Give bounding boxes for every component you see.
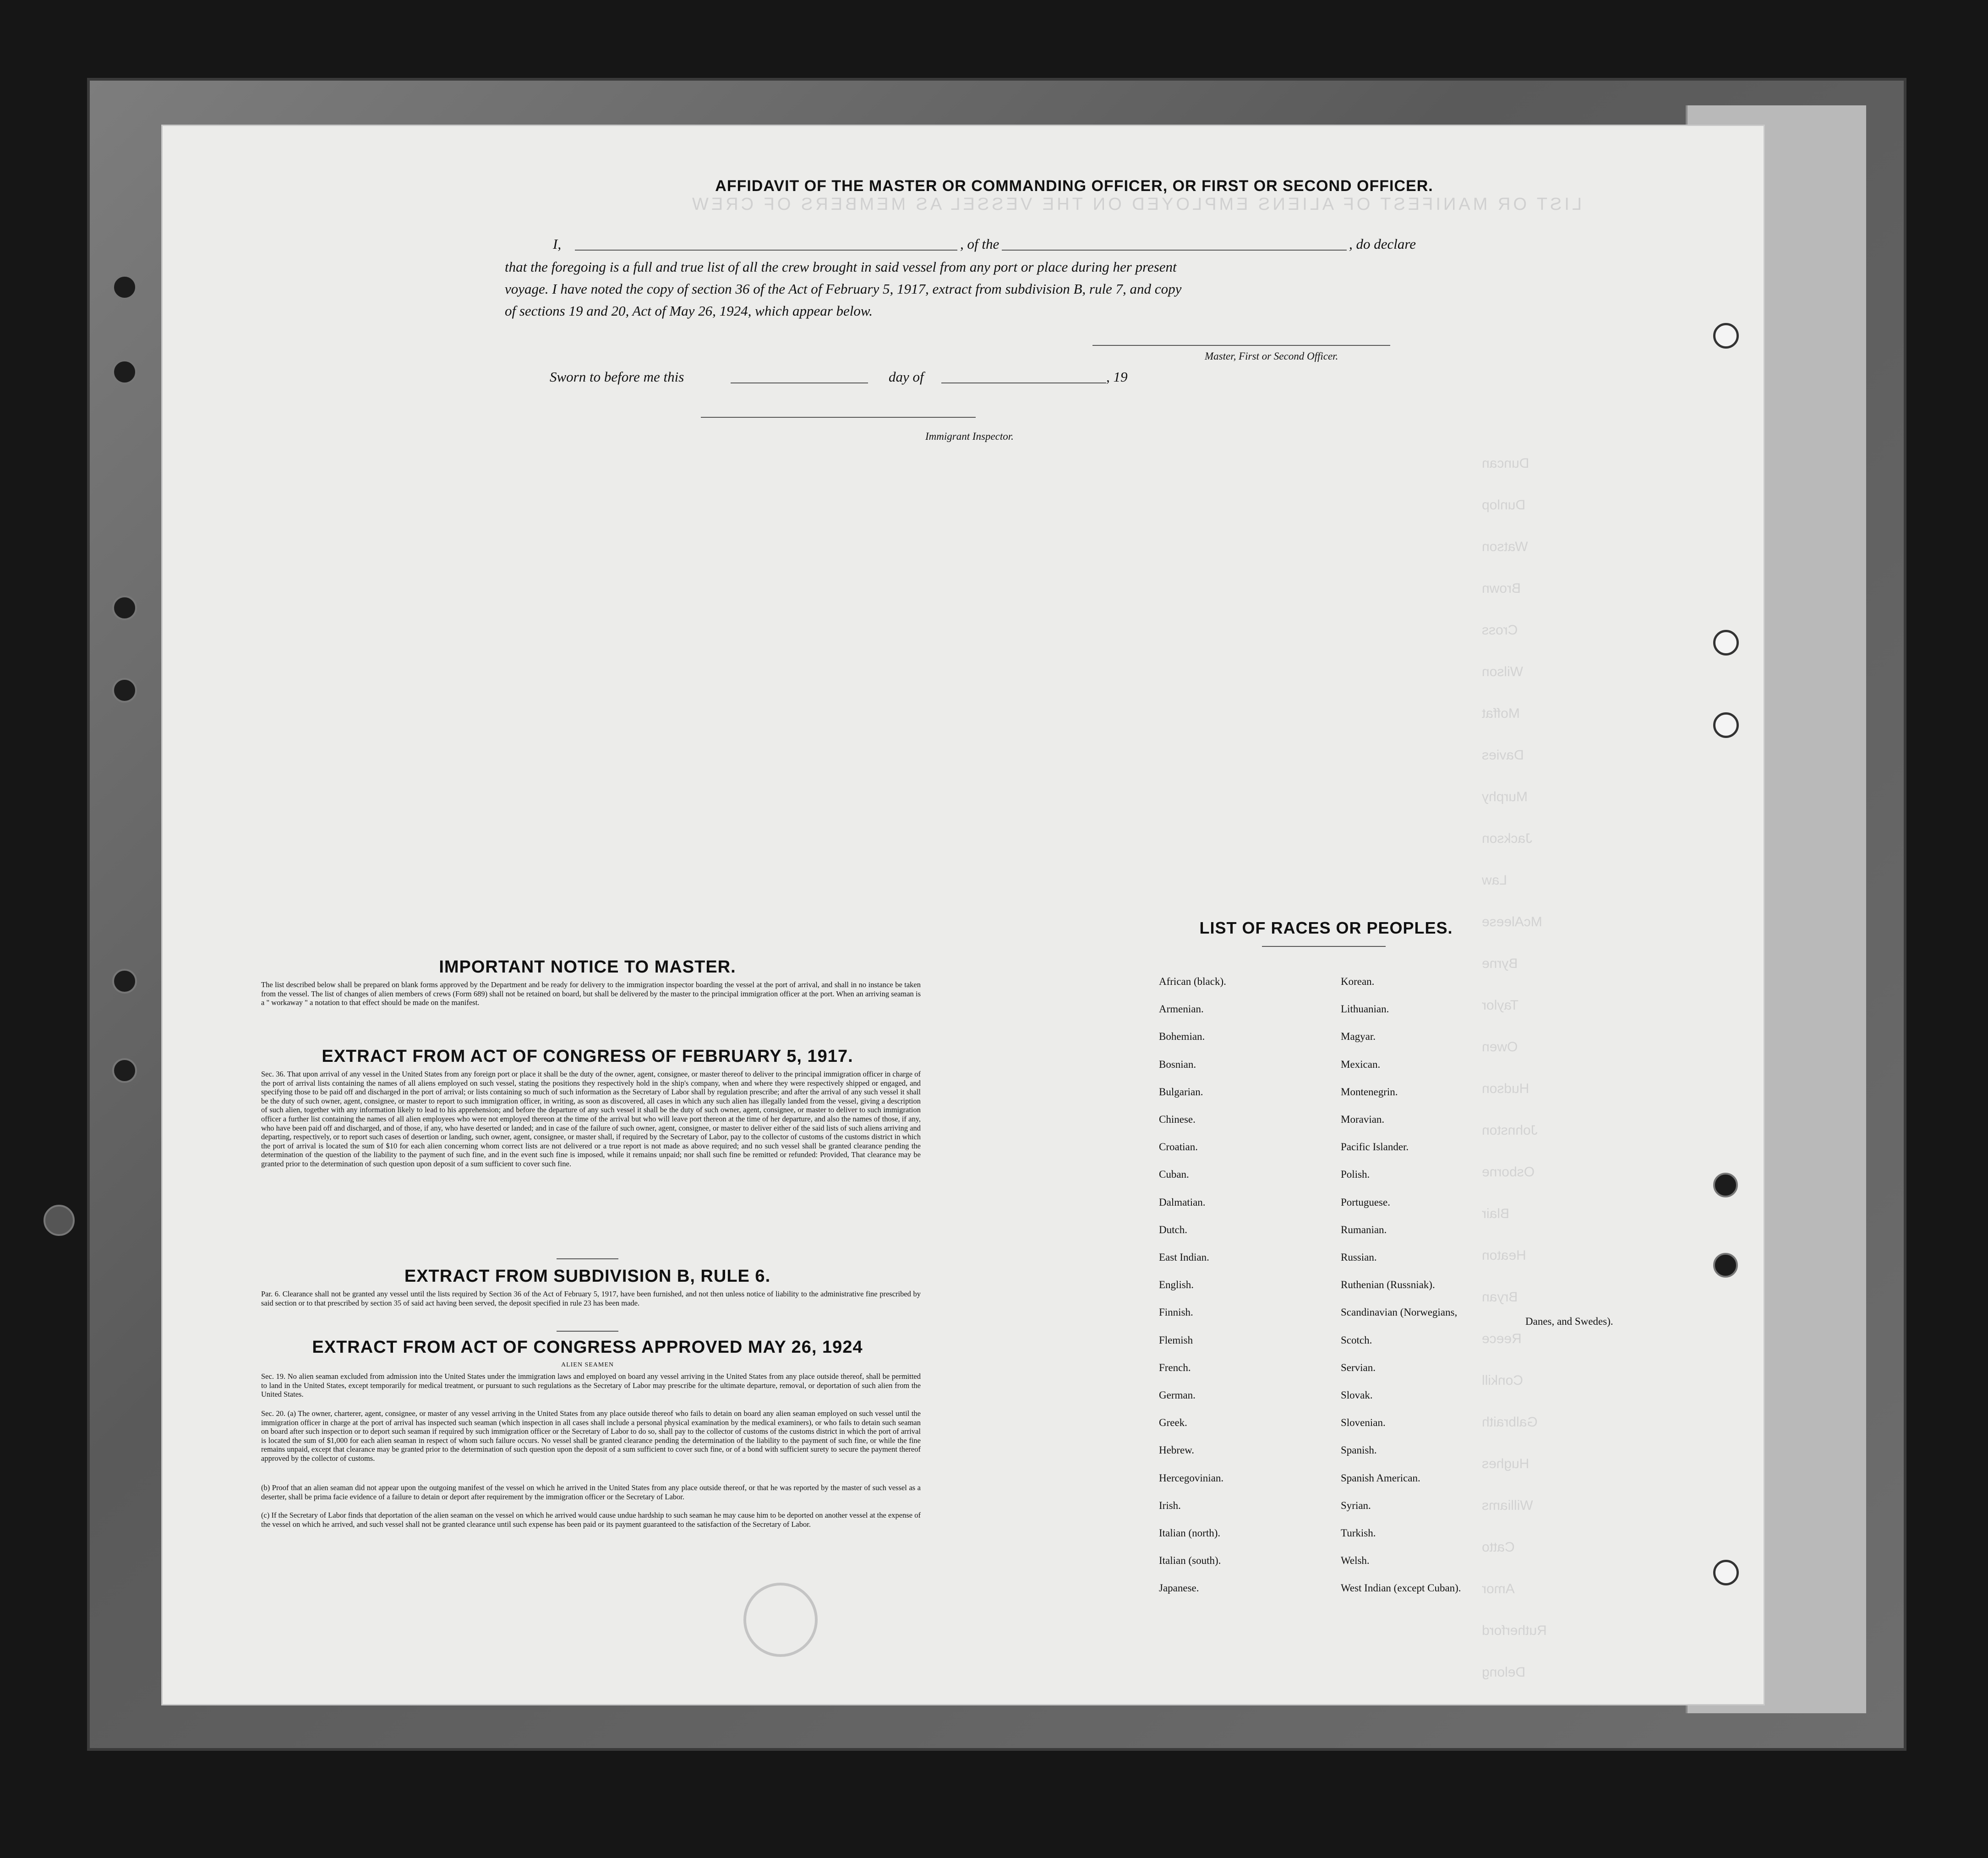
race-item: Hercegovinian. bbox=[1159, 1472, 1224, 1484]
race-item: French. bbox=[1159, 1361, 1191, 1373]
punch-hole bbox=[1713, 712, 1739, 738]
extract-1924-sec-19: Sec. 19. No alien seaman excluded from admission into the United States under the immigration laws and employed on board any vessel arriving in the United States from any place outside thereof, shall be permitted to land in the United States, except temporarily for medical treatment, or pursuant to such regulations as the Secretary of Labor may prescribe for the ultimate departure, removal, or deportation of such alien from the United States. bbox=[261, 1372, 921, 1399]
race-item: Hebrew. bbox=[1159, 1444, 1195, 1456]
divider bbox=[557, 1258, 618, 1259]
bleed-through-name: Osborne bbox=[1482, 1164, 1535, 1180]
race-item: Irish. bbox=[1159, 1499, 1181, 1511]
inspector-line bbox=[701, 417, 976, 418]
signature-line bbox=[1092, 345, 1390, 346]
stamp-mark bbox=[743, 1583, 818, 1657]
rule-6-title: EXTRACT FROM SUBDIVISION B, RULE 6. bbox=[404, 1267, 771, 1286]
race-item: Bulgarian. bbox=[1159, 1086, 1203, 1098]
race-item: Flemish bbox=[1159, 1334, 1193, 1346]
bleed-through-name: Duncan bbox=[1482, 456, 1529, 471]
race-item: Bosnian. bbox=[1159, 1058, 1196, 1070]
notice-title: IMPORTANT NOTICE TO MASTER. bbox=[439, 957, 736, 977]
bleed-through-name: Galbraith bbox=[1482, 1415, 1538, 1430]
race-item: Slovenian. bbox=[1341, 1417, 1386, 1429]
race-item: Dutch. bbox=[1159, 1224, 1187, 1235]
bleed-through-name: Murphy bbox=[1482, 789, 1528, 804]
bleed-through-name: Hughes bbox=[1482, 1456, 1529, 1471]
race-item: Welsh. bbox=[1341, 1555, 1370, 1567]
race-item: Armenian. bbox=[1159, 1003, 1204, 1015]
race-item: Croatian. bbox=[1159, 1141, 1198, 1153]
inspector-label: Immigrant Inspector. bbox=[925, 431, 1014, 442]
race-item: Rumanian. bbox=[1341, 1224, 1387, 1235]
punch-hole bbox=[1713, 1173, 1738, 1197]
punch-hole bbox=[1713, 630, 1739, 656]
race-item: Spanish American. bbox=[1341, 1472, 1420, 1484]
bleed-through-name: Heaton bbox=[1482, 1248, 1526, 1263]
extract-1917-body: Sec. 36. That upon arrival of any vessel in the United States from any foreign port or place it shall be the duty of the owner, agent, consignee, or master thereof to deliver to the principal immigration officer in charge of the port of arrival lists containing the names of all aliens employed on such vessel, stating the positions they respectively hold in the ship's company, when and where they were respectively shipped or engaged, and specifying those to be paid off and discharged in the port of arrival; or lists containing so much of such information as the Secretary of Labor shall by regulation prescribe; and after the arrival of any such vessel it shall be the duty of such owner, agent, consignee, or master to report to such immigration officer, in writing, as soon as discovered, all cases in which any such alien has illegally landed from the vessel, giving a description of such alien, together with any information likely to lead to his apprehension; and before the departure of any such vessel it shall be the duty of such owner, agent, consignee, or master to deliver to such immigration officer a further list containing the names of all alien employees who were not employed thereon at the time of the arrival but who will leave port thereon at the time of her departure, and also the names of those, if any, who have been paid off and discharged, and of those, if any, who have deserted or landed; and in case of the failure of such owner, agent, consignee, or master to deliver either of the said lists of such aliens arriving and departing, respectively, or to report such cases of desertion or landing, such owner, agent, consignee, or master shall, if required by the Secretary of Labor, pay to the collector of customs of the customs district in which the port of arrival is located the sum of $10 for each alien concerning whom correct lists are not delivered or a true report is not made as above required; and no such vessel shall be granted clearance pending the determination of the question of the liability to the payment of such fine, and in the event such fine is imposed, while it remains unpaid; nor shall such fine be remitted or refunded: Provided, That clearance may be granted prior to the determination of such question upon deposit of a sum sufficient to cover such fine. bbox=[261, 1070, 921, 1168]
bleed-through-name: Rutherford bbox=[1482, 1623, 1547, 1638]
race-scandinavian-continued: Danes, and Swedes). bbox=[1525, 1316, 1613, 1327]
race-item: Portuguese. bbox=[1341, 1196, 1390, 1208]
race-item: Mexican. bbox=[1341, 1058, 1381, 1070]
bleed-through-name: Catto bbox=[1482, 1540, 1515, 1555]
race-item: Bohemian. bbox=[1159, 1031, 1205, 1043]
race-item: Lithuanian. bbox=[1341, 1003, 1389, 1015]
race-item: Moravian. bbox=[1341, 1114, 1385, 1125]
bleed-through-name: Hudson bbox=[1482, 1081, 1529, 1096]
bleed-through-name: Williams bbox=[1482, 1498, 1533, 1513]
race-item: Italian (south). bbox=[1159, 1555, 1221, 1567]
bleed-through-title: LIST OR MANIFEST OF ALIENS EMPLOYED ON THE VESSEL AS MEMBERS OF CREW bbox=[689, 195, 1582, 214]
bleed-through-name: Blair bbox=[1482, 1206, 1510, 1221]
affidavit-declare: , do declare bbox=[1349, 236, 1416, 252]
race-item: African (black). bbox=[1159, 976, 1226, 987]
bleed-through-name: Cross bbox=[1482, 623, 1518, 638]
extract-1917-title: EXTRACT FROM ACT OF CONGRESS OF FEBRUARY 5, 1917. bbox=[322, 1047, 853, 1066]
bleed-through-name: Conkill bbox=[1482, 1373, 1524, 1388]
sworn-year: , 19 bbox=[1106, 369, 1128, 385]
notice-body: The list described below shall be prepared on blank forms approved by the Department and be ready for delivery to the immigration inspector boarding the vessel at the port of arrival, and shall in no instance be taken from the vessel. The list of changes of alien members of crews (Form 689) shall not be retained on board, but shall be delivered by the master to the principal immigration officer at the port. When an arriving seaman is a " workaway " a notation to that effect should be made on the manifest. bbox=[261, 980, 921, 1007]
affidavit-title: AFFIDAVIT OF THE MASTER OR COMMANDING OFFICER, OR FIRST OR SECOND OFFICER. bbox=[715, 177, 1433, 195]
race-item: Servian. bbox=[1341, 1361, 1376, 1373]
bleed-through-name: McAleese bbox=[1482, 914, 1542, 929]
race-item: Cuban. bbox=[1159, 1169, 1189, 1180]
binder-hole bbox=[112, 969, 137, 994]
rule-6-body: Par. 6. Clearance shall not be granted any vessel until the lists required by Section 36 of the Act of February 5, 1917, have been furnished, and not then unless notice of liability to the administrative fine prescribed by said section or to that prescribed by section 35 of said act having been served, the deposit specified in rule 23 has been made. bbox=[261, 1290, 921, 1307]
race-item: Polish. bbox=[1341, 1169, 1370, 1180]
name-line bbox=[575, 250, 1125, 251]
race-item: Scandinavian (Norwegians, bbox=[1341, 1306, 1458, 1318]
punch-hole bbox=[1713, 1560, 1739, 1585]
binder-ring bbox=[44, 1205, 75, 1236]
race-item: Syrian. bbox=[1341, 1499, 1371, 1511]
race-item: German. bbox=[1159, 1389, 1196, 1401]
race-item: Dalmatian. bbox=[1159, 1196, 1206, 1208]
race-item: Slovak. bbox=[1341, 1389, 1373, 1401]
race-item: Scotch. bbox=[1341, 1334, 1372, 1346]
vessel-line bbox=[1049, 250, 1347, 251]
affidavit-i: I, bbox=[553, 236, 562, 252]
binder-hole bbox=[112, 596, 137, 620]
extract-1924-sec-20a: Sec. 20. (a) The owner, charterer, agent, consignee, or master of any vessel arriving in the United States from any place outside thereof who fails to detain on board any alien seaman employed on such vessel until the immigration officer in charge at the port of arrival has inspected such seaman (which inspection in all cases shall include a personal physical examination by the medical examiners), or who fails to detain such seaman on board after such inspection or to deport such seaman if required by such immigration officer or the Secretary of Labor to do so, shall pay to the collector of customs of the customs district in which the port of arrival is located the sum of $1,000 for each alien seaman in respect of whom such failure occurs. No vessel shall be granted clearance pending the determination of the liability to the payment of such fine, or while the fine remains unpaid, except that clearance may be granted prior to the determination of such question upon the deposit of a sum sufficient to cover such fine, or of a bond with sufficient surety to secure the payment thereof approved by the collector of customs. bbox=[261, 1409, 921, 1463]
binder-hole bbox=[112, 678, 137, 703]
bleed-through-name: Moffat bbox=[1482, 706, 1520, 721]
race-item: Russian. bbox=[1341, 1251, 1377, 1263]
signature-label: Master, First or Second Officer. bbox=[1205, 350, 1338, 362]
manifest-page bbox=[163, 126, 1764, 1704]
sworn-prefix: Sworn to before me this bbox=[550, 369, 684, 385]
binder-hole bbox=[112, 360, 137, 384]
races-underline bbox=[1262, 946, 1386, 947]
affidavit-line-4: of sections 19 and 20, Act of May 26, 1924, which appear below. bbox=[505, 303, 873, 319]
race-item: Japanese. bbox=[1159, 1582, 1199, 1594]
bleed-through-name: Reece bbox=[1482, 1331, 1522, 1346]
race-item: Greek. bbox=[1159, 1417, 1187, 1429]
bleed-through-name: Byrne bbox=[1482, 956, 1518, 971]
bleed-through-name: Law bbox=[1482, 873, 1507, 888]
race-item: Korean. bbox=[1341, 976, 1375, 987]
race-item: English. bbox=[1159, 1279, 1194, 1291]
affidavit-line-3: voyage. I have noted the copy of section 36 of the Act of February 5, 1917, extract from subdivision B, rule 7, and copy bbox=[505, 281, 1182, 297]
punch-hole bbox=[1713, 323, 1739, 349]
race-item: Spanish. bbox=[1341, 1444, 1377, 1456]
bleed-through-name: Brown bbox=[1482, 581, 1521, 596]
bleed-through-name: Bryan bbox=[1482, 1290, 1518, 1305]
extract-1924-title: EXTRACT FROM ACT OF CONGRESS APPROVED MAY 26, 1924 bbox=[312, 1338, 863, 1357]
binder-hole bbox=[112, 1058, 137, 1083]
race-item: Italian (north). bbox=[1159, 1527, 1221, 1539]
bleed-through-name: Delong bbox=[1482, 1665, 1526, 1680]
punch-hole bbox=[1713, 1253, 1738, 1278]
race-item: East Indian. bbox=[1159, 1251, 1209, 1263]
race-item: Montenegrin. bbox=[1341, 1086, 1398, 1098]
binder-hole bbox=[112, 275, 137, 300]
race-item: Ruthenian (Russniak). bbox=[1341, 1279, 1435, 1291]
races-title: LIST OF RACES OR PEOPLES. bbox=[1199, 918, 1453, 937]
divider bbox=[557, 1331, 618, 1332]
race-item: Finnish. bbox=[1159, 1306, 1193, 1318]
affidavit-of: , of the bbox=[957, 236, 1002, 252]
race-item: Chinese. bbox=[1159, 1114, 1196, 1125]
race-item: Turkish. bbox=[1341, 1527, 1376, 1539]
bleed-through-name: Johnston bbox=[1482, 1123, 1538, 1138]
bleed-through-name: Wilson bbox=[1482, 664, 1524, 679]
bleed-through-name: Taylor bbox=[1482, 998, 1519, 1013]
race-item: Pacific Islander. bbox=[1341, 1141, 1409, 1153]
bleed-through-name: Watson bbox=[1482, 539, 1528, 554]
bleed-through-name: Dunlop bbox=[1482, 497, 1526, 513]
extract-1924-sec-20b: (b) Proof that an alien seaman did not appear upon the outgoing manifest of the vessel on which he arrived in the United States from any place outside thereof, or that he was reported by the master of such vessel as a deserter, shall be prima facie evidence of a failure to detain or deport after requirement by the immigration officer or the Secretary of Labor. bbox=[261, 1483, 921, 1501]
bleed-through-name: Jackson bbox=[1482, 831, 1533, 846]
sworn-day: day of bbox=[889, 369, 924, 385]
extract-1924-subtitle: ALIEN SEAMEN bbox=[561, 1361, 614, 1368]
race-item: Magyar. bbox=[1341, 1031, 1376, 1043]
bleed-through-name: Davies bbox=[1482, 748, 1524, 763]
bleed-through-name: Owen bbox=[1482, 1039, 1518, 1055]
bleed-through-name: Amor bbox=[1482, 1581, 1515, 1596]
race-item: West Indian (except Cuban). bbox=[1341, 1582, 1461, 1594]
affidavit-line-2: that the foregoing is a full and true list of all the crew brought in said vessel from any port or place during her present bbox=[505, 259, 1177, 275]
extract-1924-sec-20c: (c) If the Secretary of Labor finds that deportation of the alien seaman on the vessel on which he arrived would cause undue hardship to such seaman he may cause him to be deported on another vessel at the expense of the vessel on which he arrived, and such vessel shall not be granted clearance until such expense has been paid or its payment guaranteed to the satisfaction of the Secretary of Labor. bbox=[261, 1511, 921, 1529]
